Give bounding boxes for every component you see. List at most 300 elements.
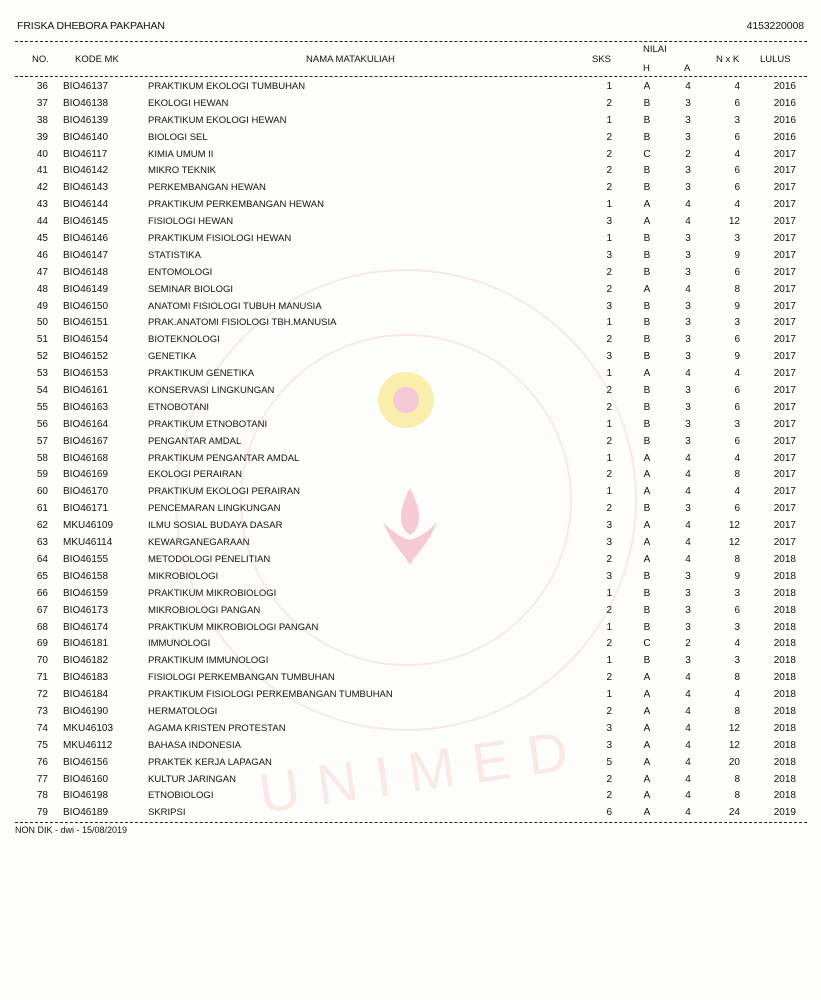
- cell-nilai-h: A: [643, 756, 651, 768]
- table-row: [0, 434, 821, 451]
- cell-nilai-h: B: [643, 165, 651, 177]
- cell-nilai-h: B: [643, 131, 651, 143]
- cell-no: 59: [36, 469, 48, 481]
- cell-kode: BIO46163: [63, 401, 109, 413]
- cell-kode: BIO46190: [63, 705, 109, 717]
- table-row: [0, 653, 821, 670]
- cell-lulus: 2017: [773, 165, 796, 177]
- cell-no: 63: [36, 537, 48, 549]
- cell-kode: BIO46183: [63, 672, 109, 684]
- cell-nilai-a: 4: [685, 739, 691, 751]
- cell-nilai-a: 3: [685, 249, 691, 261]
- cell-lulus: 2016: [773, 97, 796, 109]
- cell-nilai-a: 4: [685, 705, 691, 717]
- cell-nilai-a: 3: [685, 266, 691, 278]
- cell-lulus: 2018: [773, 570, 796, 582]
- cell-kode: BIO46160: [63, 773, 109, 785]
- cell-nama: SKRIPSI: [148, 807, 186, 819]
- cell-no: 76: [36, 756, 48, 768]
- cell-kode: BIO46153: [63, 368, 109, 380]
- cell-nxk: 6: [734, 503, 740, 515]
- cell-no: 45: [36, 233, 48, 245]
- table-row: [0, 636, 821, 653]
- cell-nama: EKOLOGI HEWAN: [148, 97, 229, 109]
- cell-no: 36: [36, 81, 48, 92]
- cell-nilai-h: B: [643, 97, 651, 109]
- cell-nama: IMMUNOLOGI: [148, 638, 211, 650]
- table-row: [0, 755, 821, 772]
- cell-kode: BIO46167: [63, 435, 109, 447]
- cell-sks: 1: [606, 587, 612, 599]
- cell-no: 53: [36, 368, 48, 380]
- table-row: [0, 569, 821, 586]
- cell-no: 75: [36, 739, 48, 751]
- col-no: NO.: [32, 54, 49, 65]
- cell-kode: BIO46117: [63, 148, 108, 160]
- table-row: [0, 738, 821, 755]
- cell-kode: BIO46143: [63, 182, 109, 194]
- cell-lulus: 2018: [773, 705, 796, 717]
- cell-no: 41: [36, 165, 48, 177]
- cell-sks: 2: [606, 385, 612, 397]
- cell-nxk: 6: [734, 97, 740, 109]
- cell-nilai-h: A: [643, 469, 651, 481]
- cell-no: 71: [36, 672, 48, 684]
- cell-nilai-a: 3: [685, 114, 691, 126]
- cell-nxk: 6: [734, 385, 740, 397]
- cell-sks: 2: [606, 283, 612, 295]
- cell-no: 42: [36, 182, 48, 194]
- cell-nama: FISIOLOGI PERKEMBANGAN TUMBUHAN: [148, 672, 335, 684]
- cell-no: 66: [36, 587, 48, 599]
- table-row: [0, 299, 821, 316]
- cell-kode: BIO46161: [63, 385, 109, 397]
- cell-kode: BIO46174: [63, 621, 109, 633]
- cell-nilai-h: B: [643, 334, 651, 346]
- cell-nilai-a: 3: [685, 401, 691, 413]
- cell-lulus: 2017: [773, 300, 796, 312]
- cell-nilai-a: 2: [685, 638, 691, 650]
- cell-nxk: 8: [734, 705, 740, 717]
- cell-no: 39: [36, 131, 48, 143]
- cell-nxk: 12: [728, 739, 740, 751]
- cell-nama: KIMIA UMUM II: [148, 148, 214, 160]
- cell-lulus: 2016: [773, 131, 796, 143]
- cell-nama: MIKRO TEKNIK: [148, 165, 216, 177]
- cell-lulus: 2017: [773, 503, 796, 515]
- cell-lulus: 2018: [773, 790, 796, 802]
- table-row: [0, 163, 821, 180]
- cell-lulus: 2018: [773, 722, 796, 734]
- cell-sks: 2: [606, 131, 612, 143]
- cell-lulus: 2018: [773, 672, 796, 684]
- cell-nama: PRAKTIKUM PENGANTAR AMDAL: [148, 452, 300, 464]
- cell-sks: 1: [606, 418, 612, 430]
- col-h: H: [643, 63, 650, 74]
- table-row: [0, 620, 821, 637]
- cell-sks: 1: [606, 689, 612, 701]
- cell-nxk: 3: [734, 621, 740, 633]
- cell-nama: PRAKTIKUM FISIOLOGI PERKEMBANGAN TUMBUHAN: [148, 689, 393, 701]
- cell-nilai-a: 2: [685, 148, 691, 160]
- cell-no: 77: [36, 773, 48, 785]
- cell-sks: 2: [606, 97, 612, 109]
- cell-nama: METODOLOGI PENELITIAN: [148, 553, 271, 565]
- cell-lulus: 2018: [773, 604, 796, 616]
- table-row: [0, 687, 821, 704]
- cell-kode: BIO46182: [63, 655, 109, 667]
- cell-nama: ANATOMI FISIOLOGI TUBUH MANUSIA: [148, 300, 322, 312]
- cell-nilai-a: 3: [685, 351, 691, 363]
- table-row: [0, 130, 821, 147]
- cell-nilai-a: 3: [685, 385, 691, 397]
- cell-kode: BIO46189: [63, 807, 109, 819]
- cell-lulus: 2018: [773, 756, 796, 768]
- cell-nama: PENGANTAR AMDAL: [148, 435, 242, 447]
- cell-sks: 2: [606, 435, 612, 447]
- cell-no: 37: [36, 97, 48, 109]
- cell-nilai-h: B: [643, 655, 651, 667]
- cell-no: 68: [36, 621, 48, 633]
- col-nama: NAMA MATAKULIAH: [306, 54, 395, 65]
- cell-kode: BIO46154: [63, 334, 109, 346]
- table-row: [0, 417, 821, 434]
- cell-nxk: 3: [734, 317, 740, 329]
- cell-lulus: 2017: [773, 182, 796, 194]
- cell-kode: BIO46158: [63, 570, 109, 582]
- cell-kode: BIO46145: [63, 216, 109, 228]
- cell-nxk: 24: [728, 807, 740, 819]
- footer-note: NON DIK - dwi - 15/08/2019: [15, 825, 128, 835]
- cell-nilai-h: A: [643, 199, 651, 211]
- table-row: [0, 147, 821, 164]
- cell-nilai-h: A: [643, 722, 651, 734]
- cell-nama: BAHASA INDONESIA: [148, 739, 241, 751]
- cell-nxk: 12: [728, 537, 740, 549]
- cell-nilai-h: B: [643, 249, 651, 261]
- cell-sks: 2: [606, 165, 612, 177]
- cell-sks: 1: [606, 114, 612, 126]
- cell-nilai-h: A: [643, 739, 651, 751]
- cell-nxk: 6: [734, 131, 740, 143]
- cell-lulus: 2018: [773, 587, 796, 599]
- table-row: [0, 586, 821, 603]
- cell-nama: FISIOLOGI HEWAN: [148, 216, 234, 228]
- cell-nxk: 6: [734, 435, 740, 447]
- cell-no: 79: [36, 807, 48, 819]
- cell-nilai-h: B: [643, 182, 651, 194]
- cell-kode: BIO46184: [63, 689, 109, 701]
- cell-lulus: 2019: [773, 807, 796, 819]
- cell-lulus: 2018: [773, 638, 796, 650]
- cell-kode: BIO46198: [63, 790, 109, 802]
- cell-nxk: 4: [734, 638, 740, 650]
- cell-nxk: 4: [734, 199, 740, 211]
- cell-lulus: 2017: [773, 537, 796, 549]
- cell-lulus: 2017: [773, 486, 796, 498]
- cell-lulus: 2018: [773, 739, 796, 751]
- cell-nxk: 9: [734, 249, 740, 261]
- cell-nilai-a: 3: [685, 418, 691, 430]
- cell-no: 55: [36, 401, 48, 413]
- cell-nxk: 4: [734, 486, 740, 498]
- cell-nilai-a: 4: [685, 773, 691, 785]
- cell-nilai-h: A: [643, 672, 651, 684]
- cell-nama: AGAMA KRISTEN PROTESTAN: [148, 722, 286, 734]
- cell-nilai-h: B: [643, 233, 651, 245]
- table-row: [0, 552, 821, 569]
- cell-nilai-a: 4: [685, 807, 691, 819]
- cell-lulus: 2017: [773, 435, 796, 447]
- cell-nilai-a: 3: [685, 97, 691, 109]
- cell-nilai-h: B: [643, 587, 651, 599]
- cell-kode: BIO46140: [63, 131, 109, 143]
- cell-no: 57: [36, 435, 48, 447]
- cell-nxk: 3: [734, 655, 740, 667]
- cell-sks: 2: [606, 790, 612, 802]
- cell-nilai-h: B: [643, 385, 651, 397]
- cell-lulus: 2018: [773, 655, 796, 667]
- cell-nama: PRAKTIKUM IMMUNOLOGI: [148, 655, 269, 667]
- cell-nama: PRAKTIKUM EKOLOGI PERAIRAN: [148, 486, 301, 498]
- cell-nilai-h: A: [643, 790, 651, 802]
- cell-lulus: 2018: [773, 773, 796, 785]
- table-row: [0, 282, 821, 299]
- cell-nilai-h: B: [643, 351, 651, 363]
- watermark-text: UNIMED: [255, 716, 590, 825]
- cell-nilai-a: 4: [685, 469, 691, 481]
- cell-nxk: 12: [728, 216, 740, 228]
- cell-kode: BIO46155: [63, 553, 109, 565]
- cell-nxk: 6: [734, 401, 740, 413]
- cell-nama: KEWARGANEGARAAN: [148, 537, 250, 549]
- cell-nama: PRAKTIKUM MIKROBIOLOGI: [148, 587, 277, 599]
- cell-sks: 3: [606, 722, 612, 734]
- table-row: [0, 197, 821, 214]
- table-row: [0, 603, 821, 620]
- table-row: [0, 467, 821, 484]
- table-row: [0, 501, 821, 518]
- cell-lulus: 2017: [773, 283, 796, 295]
- cell-no: 43: [36, 199, 48, 211]
- cell-nilai-h: A: [643, 773, 651, 785]
- cell-nilai-h: A: [643, 81, 651, 92]
- cell-lulus: 2017: [773, 452, 796, 464]
- cell-sks: 5: [606, 756, 612, 768]
- cell-nama: BIOLOGI SEL: [148, 131, 208, 143]
- cell-nilai-h: A: [643, 452, 651, 464]
- cell-kode: BIO46142: [63, 165, 109, 177]
- cell-nxk: 3: [734, 418, 740, 430]
- cell-kode: BIO46156: [63, 756, 109, 768]
- cell-nxk: 8: [734, 553, 740, 565]
- cell-lulus: 2017: [773, 368, 796, 380]
- cell-nama: ETNOBOTANI: [148, 401, 210, 413]
- cell-lulus: 2018: [773, 553, 796, 565]
- cell-kode: BIO46148: [63, 266, 109, 278]
- cell-no: 67: [36, 604, 48, 616]
- cell-nilai-h: B: [643, 621, 651, 633]
- cell-nilai-a: 4: [685, 756, 691, 768]
- cell-sks: 2: [606, 773, 612, 785]
- col-sks: SKS: [592, 54, 612, 65]
- cell-nxk: 4: [734, 452, 740, 464]
- cell-sks: 1: [606, 199, 612, 211]
- table-row: [0, 518, 821, 535]
- table-row: [0, 248, 821, 265]
- cell-lulus: 2017: [773, 469, 796, 481]
- cell-nilai-a: 4: [685, 553, 691, 565]
- cell-sks: 1: [606, 452, 612, 464]
- cell-nxk: 8: [734, 283, 740, 295]
- cell-kode: BIO46150: [63, 300, 109, 312]
- cell-sks: 2: [606, 705, 612, 717]
- cell-nxk: 8: [734, 790, 740, 802]
- grade-table: [0, 79, 821, 822]
- cell-kode: BIO46181: [63, 638, 109, 650]
- cell-nama: EKOLOGI PERAIRAN: [148, 469, 242, 481]
- cell-sks: 1: [606, 621, 612, 633]
- cell-nama: PRAKTIKUM EKOLOGI HEWAN: [148, 114, 287, 126]
- cell-nilai-a: 4: [685, 452, 691, 464]
- cell-nilai-h: C: [643, 148, 651, 160]
- table-row: [0, 180, 821, 197]
- cell-nilai-h: B: [643, 300, 651, 312]
- cell-nilai-a: 4: [685, 672, 691, 684]
- bottom-divider: [15, 822, 807, 823]
- col-kode: KODE MK: [75, 54, 119, 65]
- cell-nilai-h: B: [643, 266, 651, 278]
- cell-nama: HERMATOLOGI: [148, 705, 218, 717]
- cell-kode: BIO46149: [63, 283, 109, 295]
- cell-kode: BIO46139: [63, 114, 109, 126]
- cell-nilai-a: 3: [685, 655, 691, 667]
- cell-nilai-a: 3: [685, 182, 691, 194]
- cell-lulus: 2017: [773, 317, 796, 329]
- cell-nxk: 6: [734, 334, 740, 346]
- cell-no: 44: [36, 216, 48, 228]
- cell-nama: MIKROBIOLOGI PANGAN: [148, 604, 261, 616]
- cell-nilai-h: B: [643, 317, 651, 329]
- cell-sks: 1: [606, 81, 612, 92]
- cell-no: 65: [36, 570, 48, 582]
- cell-lulus: 2017: [773, 418, 796, 430]
- header-divider: [15, 76, 807, 77]
- cell-sks: 2: [606, 638, 612, 650]
- cell-nxk: 4: [734, 689, 740, 701]
- cell-no: 74: [36, 722, 48, 734]
- cell-kode: BIO46159: [63, 587, 109, 599]
- cell-no: 52: [36, 351, 48, 363]
- cell-kode: MKU46112: [63, 739, 113, 751]
- cell-kode: BIO46169: [63, 469, 109, 481]
- cell-no: 40: [36, 148, 48, 160]
- cell-sks: 2: [606, 182, 612, 194]
- table-row: [0, 265, 821, 282]
- cell-lulus: 2017: [773, 249, 796, 261]
- table-row: [0, 214, 821, 231]
- cell-lulus: 2017: [773, 351, 796, 363]
- col-a: A: [684, 63, 691, 74]
- cell-nama: ILMU SOSIAL BUDAYA DASAR: [148, 520, 283, 532]
- cell-no: 38: [36, 114, 48, 126]
- document-header: [17, 20, 804, 36]
- cell-nilai-h: A: [643, 216, 651, 228]
- col-lulus: LULUS: [760, 54, 791, 65]
- cell-nilai-h: A: [643, 283, 651, 295]
- cell-nxk: 9: [734, 300, 740, 312]
- cell-kode: BIO46173: [63, 604, 109, 616]
- cell-sks: 3: [606, 300, 612, 312]
- cell-nilai-h: B: [643, 418, 651, 430]
- cell-nama: BIOTEKNOLOGI: [148, 334, 220, 346]
- cell-nxk: 3: [734, 233, 740, 245]
- table-row: [0, 113, 821, 130]
- cell-nama: PRAK.ANATOMI FISIOLOGI TBH.MANUSIA: [148, 317, 337, 329]
- cell-sks: 3: [606, 739, 612, 751]
- cell-nxk: 12: [728, 722, 740, 734]
- cell-nxk: 8: [734, 672, 740, 684]
- cell-no: 58: [36, 452, 48, 464]
- cell-nama: PRAKTIKUM GENETIKA: [148, 368, 255, 380]
- table-row: [0, 535, 821, 552]
- cell-lulus: 2017: [773, 233, 796, 245]
- cell-nilai-a: 4: [685, 689, 691, 701]
- cell-nxk: 12: [728, 520, 740, 532]
- cell-nama: PRAKTIKUM MIKROBIOLOGI PANGAN: [148, 621, 319, 633]
- cell-sks: 3: [606, 351, 612, 363]
- cell-sks: 1: [606, 486, 612, 498]
- table-row: [0, 400, 821, 417]
- cell-lulus: 2016: [773, 114, 796, 126]
- cell-sks: 2: [606, 503, 612, 515]
- cell-sks: 3: [606, 520, 612, 532]
- cell-nilai-h: A: [643, 537, 651, 549]
- cell-kode: BIO46137: [63, 81, 109, 92]
- cell-nxk: 6: [734, 165, 740, 177]
- cell-sks: 2: [606, 401, 612, 413]
- cell-nxk: 6: [734, 182, 740, 194]
- cell-sks: 2: [606, 266, 612, 278]
- cell-nama: STATISTIKA: [148, 249, 201, 261]
- cell-sks: 2: [606, 334, 612, 346]
- cell-sks: 2: [606, 604, 612, 616]
- cell-no: 72: [36, 689, 48, 701]
- top-divider: [15, 41, 807, 42]
- cell-kode: BIO46147: [63, 249, 109, 261]
- cell-lulus: 2018: [773, 621, 796, 633]
- cell-nama: MIKROBIOLOGI: [148, 570, 219, 582]
- cell-nilai-a: 4: [685, 368, 691, 380]
- table-row: [0, 788, 821, 805]
- cell-no: 61: [36, 503, 48, 515]
- cell-lulus: 2017: [773, 401, 796, 413]
- cell-lulus: 2017: [773, 334, 796, 346]
- cell-sks: 1: [606, 233, 612, 245]
- cell-nilai-h: B: [643, 604, 651, 616]
- cell-sks: 3: [606, 537, 612, 549]
- cell-no: 49: [36, 300, 48, 312]
- cell-no: 62: [36, 520, 48, 532]
- cell-nilai-a: 3: [685, 621, 691, 633]
- cell-kode: BIO46171: [63, 503, 109, 515]
- cell-nilai-h: A: [643, 368, 651, 380]
- cell-no: 73: [36, 705, 48, 717]
- cell-nama: ETNOBIOLOGI: [148, 790, 214, 802]
- cell-nxk: 3: [734, 114, 740, 126]
- cell-nilai-a: 3: [685, 587, 691, 599]
- cell-nama: KULTUR JARINGAN: [148, 773, 236, 785]
